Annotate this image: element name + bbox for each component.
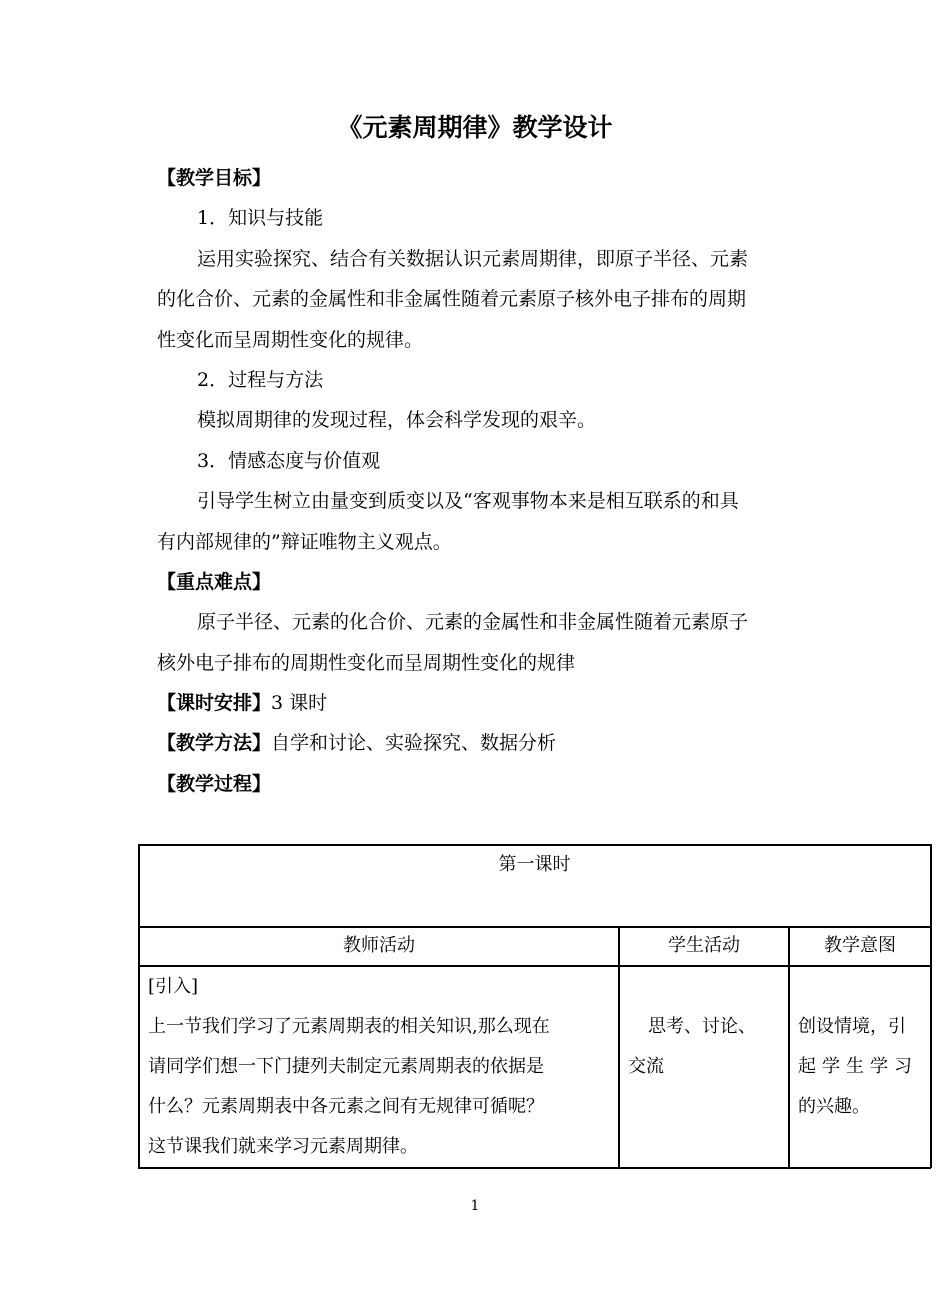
table-border-bottom (138, 1167, 931, 1169)
teaching-intent-line: 的兴趣。 (798, 1096, 870, 1117)
teaching-intent-line: 起学生学习 (798, 1056, 918, 1077)
objectives-heading: 【教学目标】 (157, 167, 272, 189)
teacher-activity-line: 请同学们想一下门捷列夫制定元素周期表的依据是 (148, 1056, 544, 1077)
student-activity-line: 思考、讨论、 (648, 1016, 756, 1037)
page-number: 1 (470, 1198, 480, 1214)
teacher-activity-line: 什么？元素周期表中各元素之间有无规律可循呢？ (148, 1096, 544, 1117)
key-points-line: 核外电子排布的周期性变化而呈周期性变化的规律 (157, 652, 576, 674)
objective-1-heading: 1．知识与技能 (197, 207, 324, 229)
objective-2-line: 模拟周期律的发现过程，体会科学发现的艰辛。 (197, 409, 597, 431)
header-teacher-activity: 教师活动 (343, 935, 415, 956)
objective-1-line: 运用实验探究、结合有关数据认识元素周期律，即原子半径、元素 (197, 248, 749, 270)
objective-3-line: 引导学生树立由量变到质变以及“客观事物本来是相互联系的和具 (197, 490, 739, 512)
header-teaching-intent: 教学意图 (824, 935, 896, 956)
objective-3-heading: 3．情感态度与价值观 (197, 450, 381, 472)
method-value: 自学和讨论、实验探究、数据分析 (271, 732, 557, 754)
objective-1-line: 性变化而呈周期性变化的规律。 (157, 329, 424, 351)
key-points-heading: 【重点难点】 (157, 571, 272, 593)
method-row (157, 723, 807, 763)
objective-2-heading: 2．过程与方法 (197, 369, 324, 391)
session-title: 第一课时 (498, 854, 571, 875)
table-border-left (138, 844, 140, 1168)
header-student-activity: 学生活动 (668, 935, 740, 956)
teacher-activity-line: [引入] (148, 976, 199, 997)
objective-3-line: 有内部规律的”辩证唯物主义观点。 (157, 531, 452, 553)
method-label: 【教学方法】 (157, 732, 272, 754)
document-title: 《元素周期律》教学设计 (337, 113, 613, 142)
table-border-right (930, 844, 932, 1168)
teacher-activity-line: 上一节我们学习了元素周期表的相关知识,那么现在 (148, 1016, 550, 1037)
teacher-activity-line: 这节课我们就来学习元素周期律。 (148, 1136, 418, 1157)
teaching-intent-line: 创设情境，引 (798, 1016, 906, 1037)
key-points-line: 原子半径、元素的化合价、元素的金属性和非金属性随着元素原子 (197, 611, 749, 633)
schedule-label: 【课时安排】 (157, 692, 272, 714)
process-heading: 【教学过程】 (157, 773, 272, 795)
student-activity-line: 交流 (628, 1056, 664, 1077)
schedule-value: 3 课时 (271, 692, 328, 714)
objective-1-line: 的化合价、元素的金属性和非金属性随着元素原子核外电子排布的周期 (157, 288, 747, 310)
schedule-row (157, 683, 807, 723)
